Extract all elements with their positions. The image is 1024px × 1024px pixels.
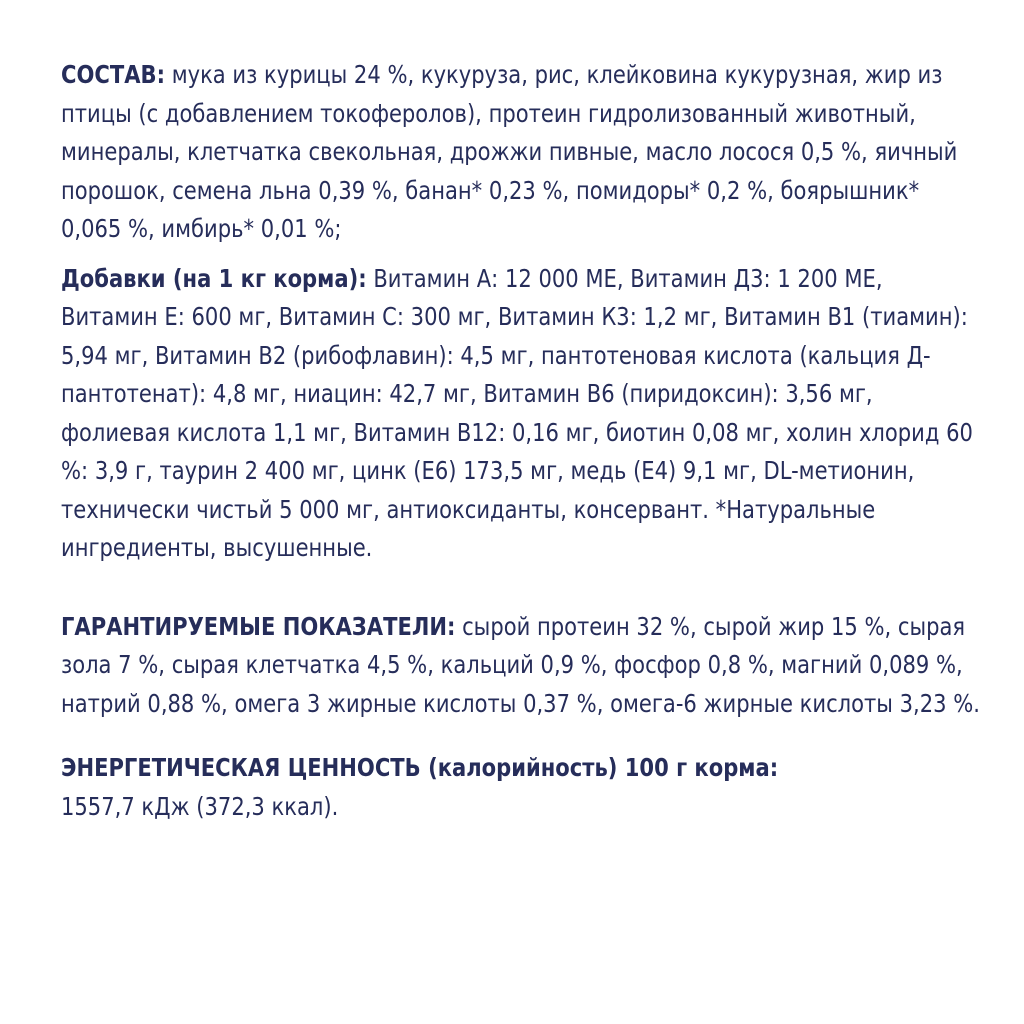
product-composition-document [61, 56, 981, 826]
additives-text: Витамин А: 12 000 МЕ, Витамин Д3: 1 200 МЕ, Витамин Е: 600 мг, Витамин С: 300 мг, Витамин К3: 1,2 мг, Витамин В1 (тиамин): 5,94 мг, Витамин В2 (рибофлавин): 4,5 мг, пантотеновая кислота (кальция Д-пантотенат): 4,8 мг, ниацин: 42,7 мг, Витамин В6 (пиридоксин): 3,56 мг, фолиевая кислота 1,1 мг, Витамин В12: 0,16 мг, биотин 0,08 мг, холин хлорид 60 %: 3,9 г, таурин 2 400 мг, цинк (Е6) 173,5 мг, медь (Е4) 9,1 мг, DL-метионин, технически чистьй 5 000 мг, антиоксиданты, консервант. *Натуральные ингредиенты, высушенные. [61, 263, 973, 562]
energy-value-paragraph [61, 749, 981, 826]
guaranteed-analysis-label: ГАРАНТИРУЕМЫЕ ПОКАЗАТЕЛИ: [61, 611, 456, 641]
additives-label: Добавки (на 1 кг корма): [61, 263, 367, 293]
ingredients-label: СОСТАВ: [61, 60, 166, 89]
ingredients-paragraph [61, 56, 981, 249]
additives-paragraph [61, 260, 981, 568]
ingredients-text: мука из курицы 24 %, кукуруза, рис, клейковина кукурузная, жир из птицы (с добавлением токоферолов), протеин гидролизованный животный, минералы, клетчатка свекольная, дрожжи пивные, масло лосося 0,5 %, яичный порошок, семена льна 0,39 %, банан* 0,23 %, помидоры* 0,2 %, боярышник* 0,065 %, имбирь* 0,01 %; [61, 60, 958, 243]
guaranteed-analysis-paragraph [61, 608, 981, 724]
energy-value-text: 1557,7 кДж (372,3 ккал). [61, 791, 339, 821]
energy-value-label: ЭНЕРГЕТИЧЕСКАЯ ЦЕННОСТЬ (калорийность) 100 г корма: [61, 753, 779, 782]
guaranteed-analysis-text: сырой протеин 32 %, сырой жир 15 %, сырая зола 7 %, сырая клетчатка 4,5 %, кальций 0,9 %, фосфор 0,8 %, магний 0,089 %, натрий 0,88 %, омега 3 жирные кислоты 0,37 %, омега-6 жирные кислоты 3,23 %. [61, 611, 980, 718]
